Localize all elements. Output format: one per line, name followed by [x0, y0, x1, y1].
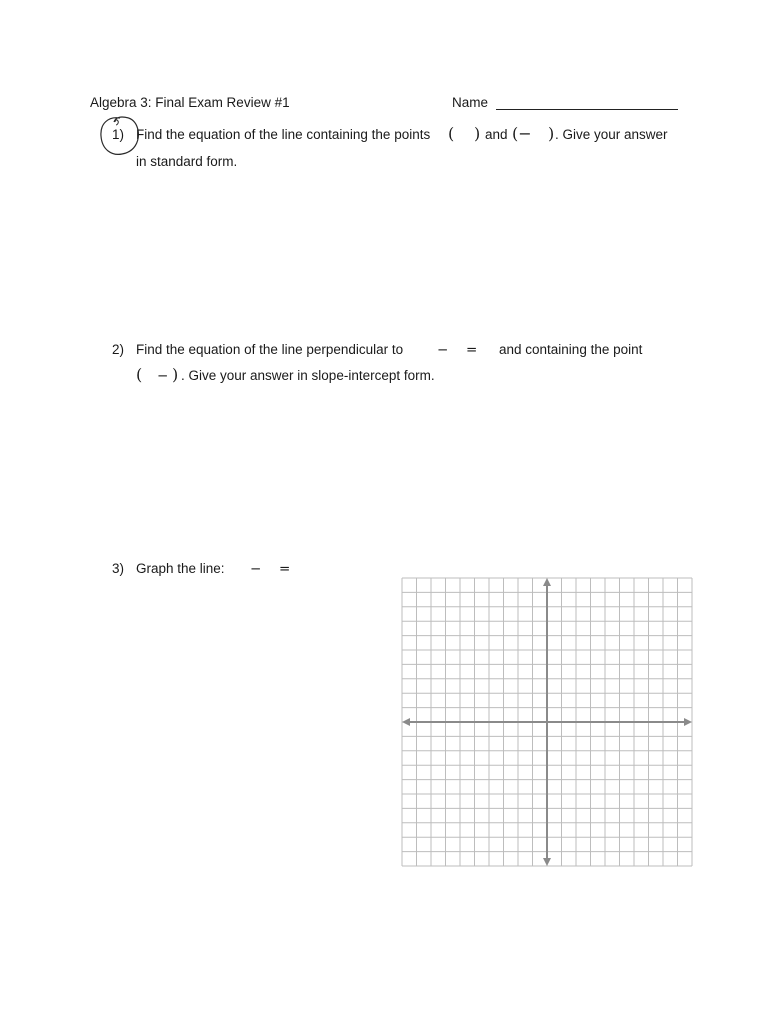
- question-3-equals: =: [279, 561, 291, 577]
- question-2-minus-2: −: [157, 368, 169, 384]
- question-1-and: and: [485, 127, 508, 142]
- x-axis-right-arrow-icon: [684, 718, 692, 726]
- question-1-text: Find the equation of the line containing the points: [136, 127, 431, 142]
- question-1-number: 1): [112, 127, 125, 142]
- question-2-paren-close: ): [172, 365, 179, 384]
- question-2-text-line-2: . Give your answer in slope-intercept form.: [181, 368, 435, 383]
- name-field[interactable]: [496, 109, 678, 110]
- name-label: Name: [452, 95, 489, 110]
- y-axis-down-arrow-icon: [543, 858, 551, 866]
- question-2-text-continued: and containing the point: [499, 342, 643, 357]
- question-1-paren-open-1: (: [448, 124, 455, 143]
- question-3-text: Graph the line:: [136, 561, 225, 576]
- page-title: Algebra 3: Final Exam Review #1: [90, 95, 290, 110]
- question-3-minus: −: [250, 561, 262, 577]
- x-axis-left-arrow-icon: [402, 718, 410, 726]
- question-3-number: 3): [112, 561, 125, 576]
- question-2-text: Find the equation of the line perpendicular to: [136, 342, 404, 357]
- question-1-paren-close-2: ): [548, 124, 555, 143]
- question-2-paren-open: (: [136, 365, 143, 384]
- question-2-equals: =: [466, 342, 478, 358]
- question-1-paren-close-1: ): [474, 124, 481, 143]
- question-2-number: 2): [112, 342, 125, 357]
- coordinate-grid[interactable]: [401, 577, 693, 867]
- question-1-paren-open-2: (−: [512, 124, 532, 143]
- question-2-minus: −: [437, 342, 449, 358]
- question-1-text-continued: . Give your answer: [555, 127, 668, 142]
- y-axis-up-arrow-icon: [543, 578, 551, 586]
- question-1-text-line-2: in standard form.: [136, 154, 238, 169]
